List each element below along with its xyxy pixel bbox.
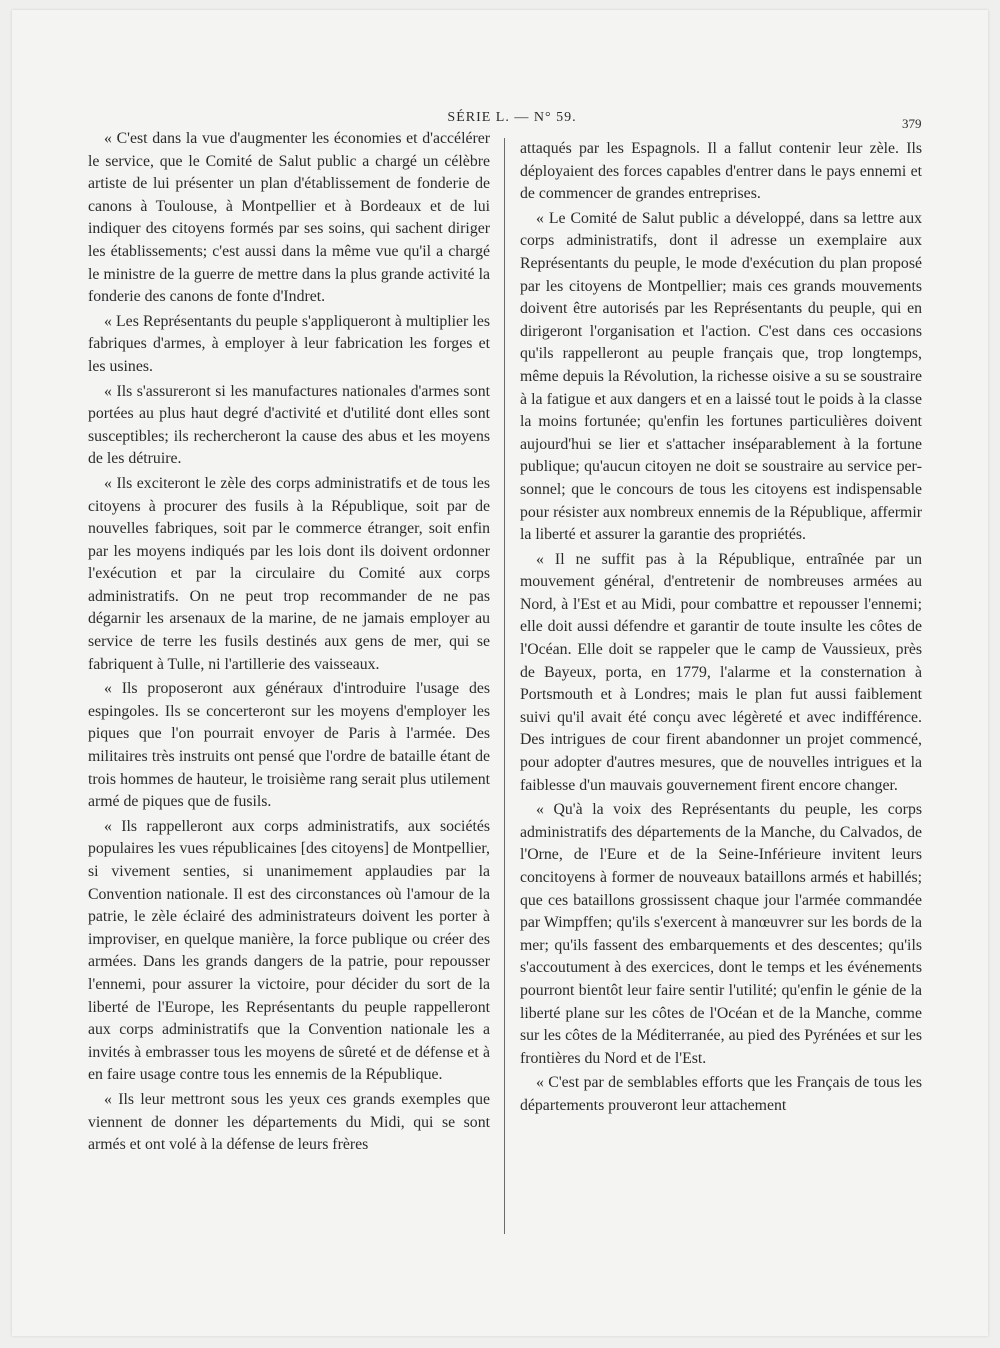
paragraph: « Il ne suffit pas à la République, entraînée par un mouvement général, d'entretenir de nombreuses armées au Nord, à l'Est et au Midi, pour combattre et repousser l'ennemi; elle doit aussi défendre et garantir de toute insulte les côtes de l'Océan. Elle doit se rappeler que le camp de Vaussieux, près de Bayeux, porta, en 1779, l'alarme et la consternation à Portsmouth et à Londres; mais le plan fut aussi faiblement suivi qu'il avait été conçu avec légèreté et avec indifférence. Des intrigues de cour firent abandonner un projet commencé, pour adopter d'autres mesures, que de nouvelles intrigues et la faiblesse d'un mauvais gouvernement firent encore changer. [520, 550, 922, 794]
paragraph: « C'est par de semblables efforts que les Français de tous les départements prouveront leur attachement [520, 1074, 922, 1114]
paragraph: « Le Comité de Salut public a développé, dans sa lettre aux corps administratifs, dont il adresse un exemplaire aux Représentants du peuple, le mode d'exécution du plan proposé par les citoyens de Montpellier; mais ces grands mouvements doivent être autorisés par les Représentants du peuple, qui en dirigeront l'organisation et l'action. C'est dans ces occasions qu'ils rappelleront au peuple français que, trop longtemps, même depuis la Révolution, la richesse oisive a su se soustraire à la fatigue et aux dangers et en a laissé tout le poids à la classe la moins fortunée; qu'enfin les fortunes particulières doivent aujourd'hui se lier et s'attacher inséparablement à la fortune publique; qu'aucun citoyen ne doit se soustraire au service personnel; que le concours de tous les citoyens est indispensable pour résister aux nombreux ennemis de la République, affermir la liberté et assurer la garantie des propriétés. [520, 209, 922, 544]
page-number: 379 [902, 116, 922, 131]
left-column [88, 128, 490, 1159]
right-column [520, 138, 922, 1120]
running-header: SÉRIE L. — N° 59. [447, 110, 577, 125]
paragraph: « Ils exciteront le zèle des corps administratifs et de tous les citoyens à procurer des fusils à la République, soit par de nouvelles fabriques, soit par le commerce étranger, soit enfin par les moyens indiqués par les lois dont ils doivent ordonner l'exécution et par la circulaire du Comité aux corps administratifs. On ne peut trop recommander de ne pas dégarnir les arsenaux de la marine, de ne jamais employer au service de terre les fusils destinés aux gens de mer, qui se fabriquent à Tulle, ni l'artillerie des vaisseaux. [88, 474, 490, 673]
paragraph: « C'est dans la vue d'augmenter les économies et d'accélérer le service, que le Comité de Salut public a chargé un célèbre artiste de lui présenter un plan d'établissement de fonderie de canons à Toulouse, à Montpellier et à Bordeaux et de lui indiquer des citoyens formés par ses soins, qui sachent diriger les établissements; c'est aussi dans la même vue qu'il a chargé le ministre de la guerre de mettre dans la plus grande activité la fonderie des canons de fonte d'Indret. [88, 130, 490, 306]
paragraph: « Ils leur mettront sous les yeux ces grands exemples que viennent de donner les départements du Midi, qui se sont armés et ont volé à la défense de leurs frères [88, 1090, 490, 1154]
paragraph: « Les Représentants du peuple s'appliqueront à multiplier les fabriques d'armes, à employer à leur fabrication les forges et les usines. [88, 312, 490, 375]
paragraph: « Ils proposeront aux généraux d'introduire l'usage des espingoles. Ils se concerteront sur les moyens d'employer les piques que l'on pourrait envoyer de Paris à l'armée. Des militaires très instruits ont pensé que l'ordre de bataille étant de trois hommes de hauteur, le troisième rang serait plus utilement armé de piques que de fusils. [88, 680, 490, 811]
document-page [12, 10, 988, 1336]
paragraph: « Qu'à la voix des Représentants du peuple, les corps administratifs des départements de la Manche, du Calvados, de l'Orne, de l'Eure et de la Seine-Inférieure invitent leurs concitoyens à former de nouveaux bataillons armés et habillés; que ces bataillons grossissent chaque jour l'armée commandée par Wimpffen; qu'ils s'exercent à manœuvrer sur les bords de la mer; qu'ils fassent des embarquements et des descentes; qu'ils s'accoutument à des exercices, dont le temps et les événements pourront bientôt leur faire sentir l'utilité; qu'enfin le génie de la liberté plane sur les côtes de l'Océan et de la Manche, comme sur les côtes de la Méditerranée, au pied des Pyrénées et sur les frontières du Nord et de l'Est. [520, 801, 922, 1067]
paragraph-continued: attaqués par les Espagnols. Il a fallut contenir leur zèle. Ils déployaient des forces capables d'entrer dans le pays ennemi et de commencer de grandes entreprises. [520, 140, 922, 203]
paragraph: « Ils rappelleront aux corps administratifs, aux sociétés populaires les vues républicaines [des citoyens] de Montpellier, si vivement senties, si unanimement applaudies par la Convention nationale. Il est des circonstances où l'amour de la patrie, le zèle éclairé des administrateurs doivent les porter à improviser, en quelque manière, la force publique ou créer des armées. Dans les grands dangers de la patrie, pour repousser l'ennemi, pour assurer la victoire, pour décider du sort de la liberté de l'Europe, les Représentants du peuple rappelleront aux corps administratifs que la Convention nationale les a invités à embrasser tous les moyens de sûreté et de défense et à en faire usage contre tous les ennemis de la République. [88, 817, 490, 1084]
column-divider [504, 138, 505, 1234]
paragraph: « Ils s'assureront si les manufactures nationales d'armes sont portées au plus haut degré d'activité et d'utilité dont elles sont susceptibles; ils rechercheront la cause des abus et les moyens de les détruire. [88, 382, 490, 468]
